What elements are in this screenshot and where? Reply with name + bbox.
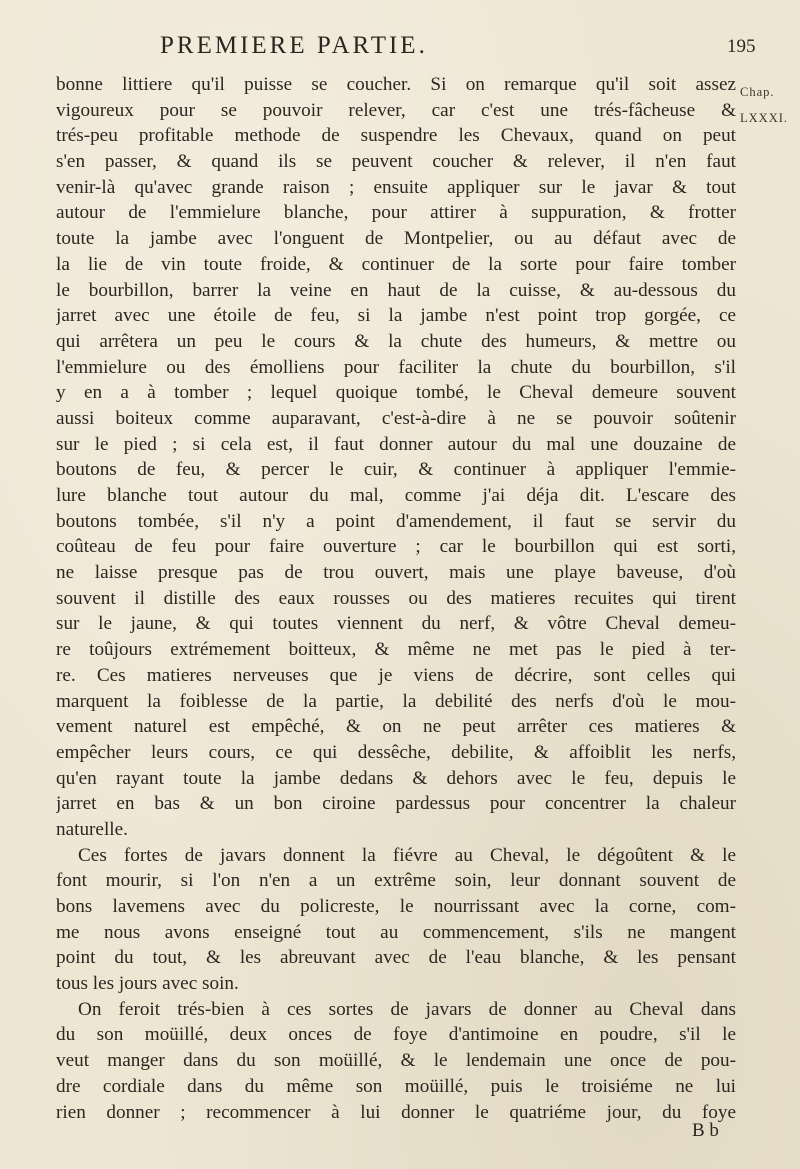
body-text — [56, 72, 736, 1125]
text-line: naturelle. — [56, 818, 128, 840]
text-line: point du tout, & les abreuvant avec de l'eau blanche, & les pensant — [56, 947, 736, 969]
text-line: boutons de feu, & percer le cuir, & continuer à appliquer l'emmie- — [56, 459, 736, 481]
text-line: dre cordiale dans du même son moüillé, puis le troisiéme ne lui — [56, 1075, 736, 1097]
running-title: PREMIERE PARTIE. — [160, 32, 428, 59]
text-line: autour de l'emmielure blanche, pour attirer à suppuration, & frotter — [56, 202, 736, 224]
text-line: marquent la foiblesse de la partie, la debilité des nerfs d'où le mou- — [56, 690, 736, 712]
text-line: aussi boiteux comme auparavant, c'est-à-dire à ne se pouvoir soûtenir — [56, 407, 736, 429]
text-line: font mourir, si l'on n'en a un extrême soin, leur donnant souvent de — [56, 870, 736, 892]
text-line: l'emmielure ou des émolliens pour faciliter la chute du bourbillon, s'il — [56, 356, 736, 378]
text-line: On feroit trés-bien à ces sortes de javars de donner au Cheval dans — [78, 998, 736, 1020]
text-line: empêcher leurs cours, ce qui dessêche, debilite, & affoiblit les nerfs, — [56, 741, 736, 763]
text-line: toute la jambe avec l'onguent de Montpelier, ou au défaut avec de — [56, 228, 736, 250]
text-line: re. Ces matieres nerveuses que je viens de décrire, sont celles qui — [56, 664, 736, 686]
text-line: vement naturel est empêché, & on ne peut arrêter ces matieres & — [56, 716, 736, 738]
text-line: Ces fortes de javars donnent la fiévre au Cheval, le dégoûtent & le — [78, 844, 736, 866]
text-line: souvent il distille des eaux rousses ou des matieres recuites qui tirent — [56, 587, 736, 609]
text-line: sur le pied ; si cela est, il faut donner autour du mal une douzaine de — [56, 433, 736, 455]
text-line: me nous avons enseigné tout au commencement, s'ils ne mangent — [56, 921, 736, 943]
text-line: boutons tombée, s'il n'y a point d'amendement, il faut se servir du — [56, 510, 736, 532]
text-line: bonne littiere qu'il puisse se coucher. Si on remarque qu'il soit assez — [56, 74, 736, 95]
text-line: rien donner ; recommencer à lui donner le quatriéme jour, du foye — [56, 1101, 736, 1123]
text-line: la lie de vin toute froide, & continuer de la sorte pour faire tomber — [56, 253, 736, 275]
text-line: venir-là qu'avec grande raison ; ensuite appliquer sur le javar & tout — [56, 176, 736, 198]
text-line: jarret en bas & un bon ciroine pardessus pour concentrer la chaleur — [56, 793, 736, 815]
text-line: re toûjours extrémement boitteux, & même ne met pas le pied à ter- — [56, 639, 736, 661]
marginal-note-line: Chap. — [740, 85, 775, 99]
running-head — [0, 24, 800, 64]
text-line: lure blanche tout autour du mal, comme j'ai déja dit. L'escare des — [56, 485, 736, 506]
text-line: bons lavemens avec du policreste, le nourrissant avec la corne, com- — [56, 896, 736, 917]
text-line: jarret avec une étoile de feu, si la jambe n'est point trop gorgée, ce — [56, 305, 736, 327]
text-line: coûteau de feu pour faire ouverture ; car le bourbillon qui est sorti, — [56, 536, 736, 558]
text-line: qui arrêtera un peu le cours & la chute des humeurs, & mettre ou — [56, 330, 736, 352]
signature-mark: B b — [692, 1120, 719, 1141]
text-line: s'en passer, & quand ils se peuvent coucher & relever, il n'en faut — [56, 151, 736, 173]
text-line: y en a à tomber ; lequel quoique tombé, le Cheval demeure souvent — [56, 382, 736, 404]
marginal-note-line: LXXXI. — [740, 110, 789, 125]
text-line: qu'en rayant toute la jambe dedans & dehors avec le feu, depuis le — [56, 767, 736, 789]
text-line: sur le jaune, & qui toutes viennent du nerf, & vôtre Cheval demeu- — [56, 613, 736, 635]
text-line: du son moüillé, deux onces de foye d'antimoine en poudre, s'il le — [56, 1024, 736, 1046]
text-line: vigoureux pour se pouvoir relever, car c'est une trés-fâcheuse & — [56, 99, 736, 121]
marginal-chapter-note — [740, 80, 796, 131]
text-line: veut manger dans du son moüillé, & le lendemain une once de pou- — [56, 1050, 736, 1072]
text-line: trés-peu profitable methode de suspendre les Chevaux, quand on peut — [56, 125, 736, 147]
page-number: 195 — [727, 36, 756, 57]
text-line: le bourbillon, barrer la veine en haut de la cuisse, & au-dessous du — [56, 279, 736, 301]
text-line: ne laisse presque pas de trou ouvert, mais une playe baveuse, d'où — [56, 562, 736, 584]
text-line: tous les jours avec soin. — [56, 973, 239, 995]
